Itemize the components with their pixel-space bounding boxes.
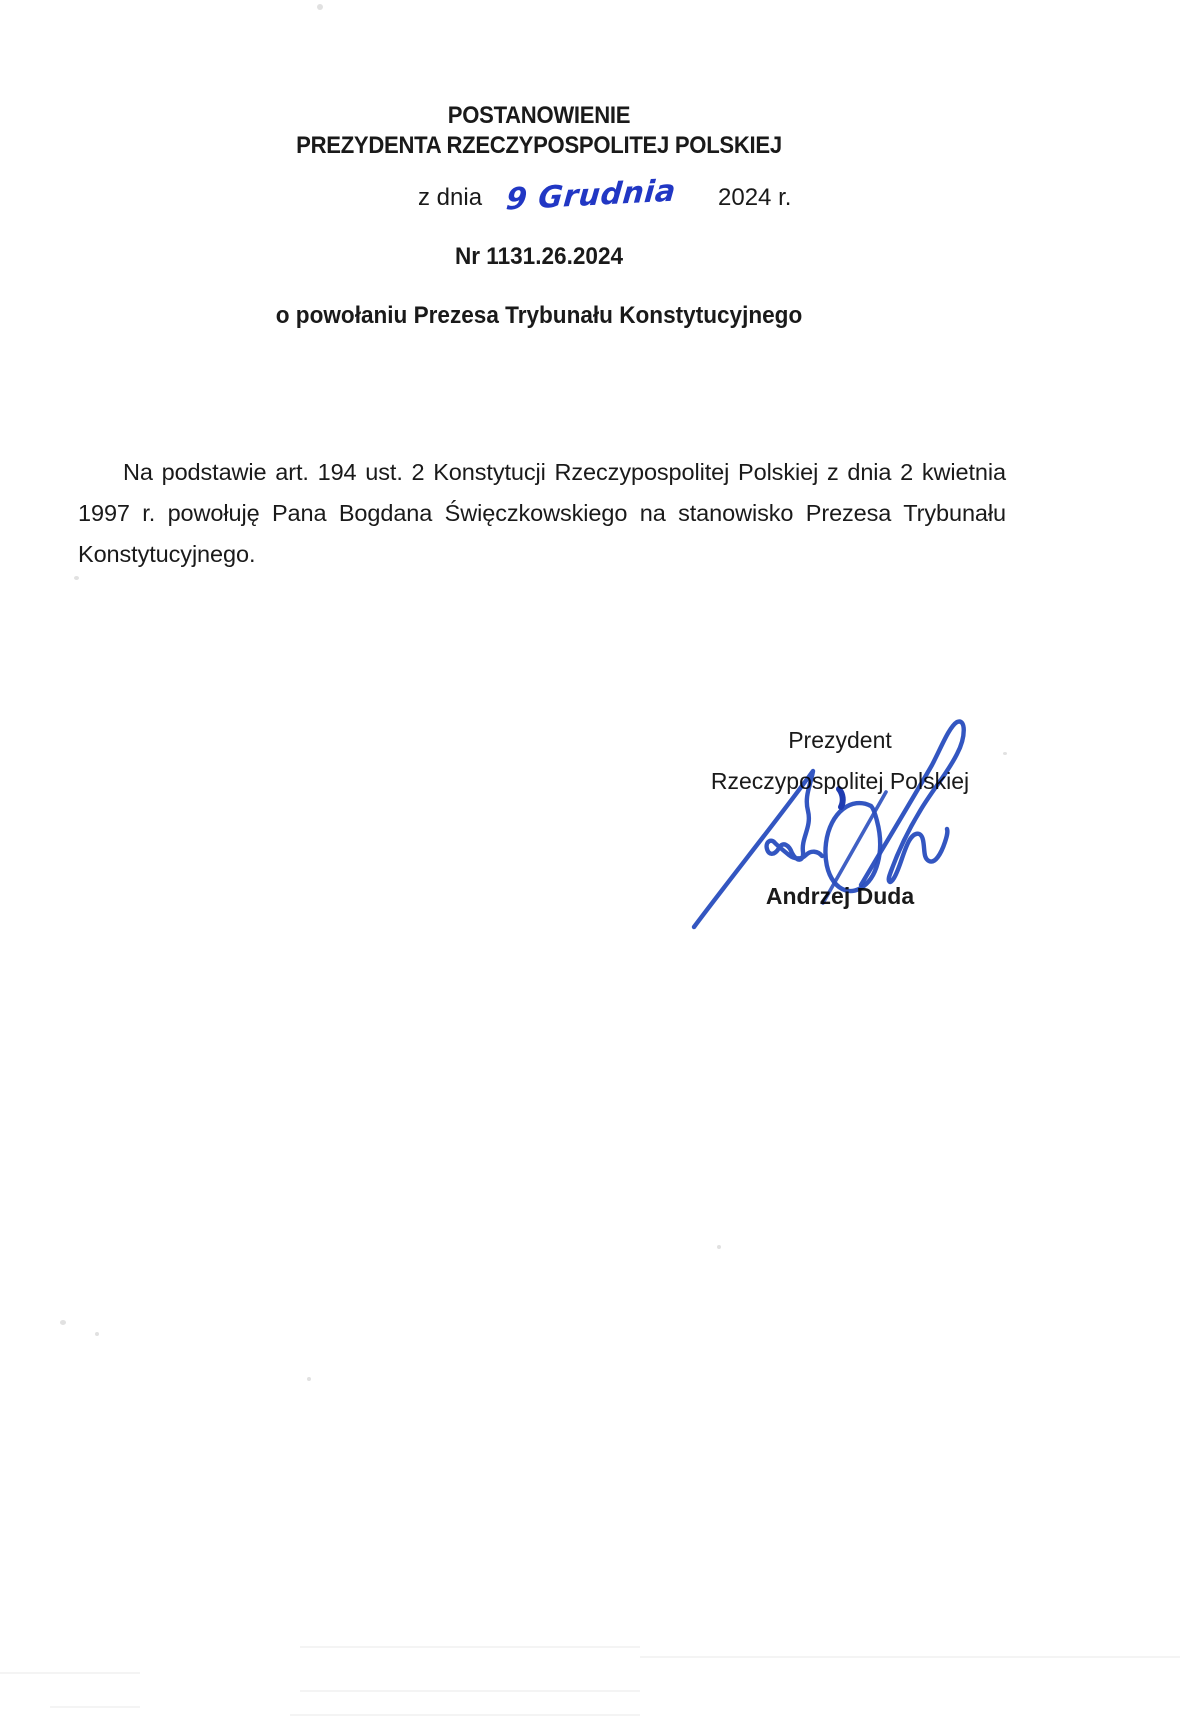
scan-speck [307, 1377, 311, 1381]
scan-streak [300, 1646, 640, 1648]
date-year: 2024 r. [718, 184, 792, 211]
scan-streak [50, 1706, 140, 1708]
scan-speck [317, 4, 323, 10]
handwritten-signature-icon [615, 650, 985, 960]
scan-streak [0, 1672, 140, 1674]
handwritten-date: 9 Grudnia [504, 173, 678, 218]
date-line [418, 173, 792, 218]
scan-streak [290, 1714, 640, 1716]
document-number: Nr 1131.26.2024 [454, 243, 624, 270]
scan-speck [717, 1245, 721, 1249]
signature-block [640, 727, 1040, 795]
date-prefix: z dnia [418, 184, 483, 211]
scan-speck [74, 576, 79, 580]
scan-speck [60, 1320, 66, 1325]
signer-role-line1: Prezydent [788, 727, 892, 753]
scan-speck [95, 1332, 99, 1336]
scan-streak [300, 1690, 640, 1692]
document-subject: o powołaniu Prezesa Trybunału Konstytucyjnego [275, 302, 803, 329]
document-title [119, 101, 958, 161]
signer-name: Andrzej Duda [765, 883, 915, 909]
document-title-line1: POSTANOWIENIE [447, 102, 631, 129]
document-body-paragraph: Na podstawie art. 194 ust. 2 Konstytucji Rzeczypospolitej Polskiej z dnia 2 kwietnia 1997 r. powołuję Pana Bogdana Święczkowskiego na stanowisko Prezesa Trybunału Konstytucyjnego. [78, 459, 1006, 567]
signer-role-line2: Rzeczypospolitej Polskiej [710, 768, 970, 794]
scan-streak [640, 1656, 1180, 1658]
scan-speck [1003, 752, 1007, 755]
document-title-line2: PREZYDENTA RZECZYPOSPOLITEJ POLSKIEJ [296, 132, 782, 159]
